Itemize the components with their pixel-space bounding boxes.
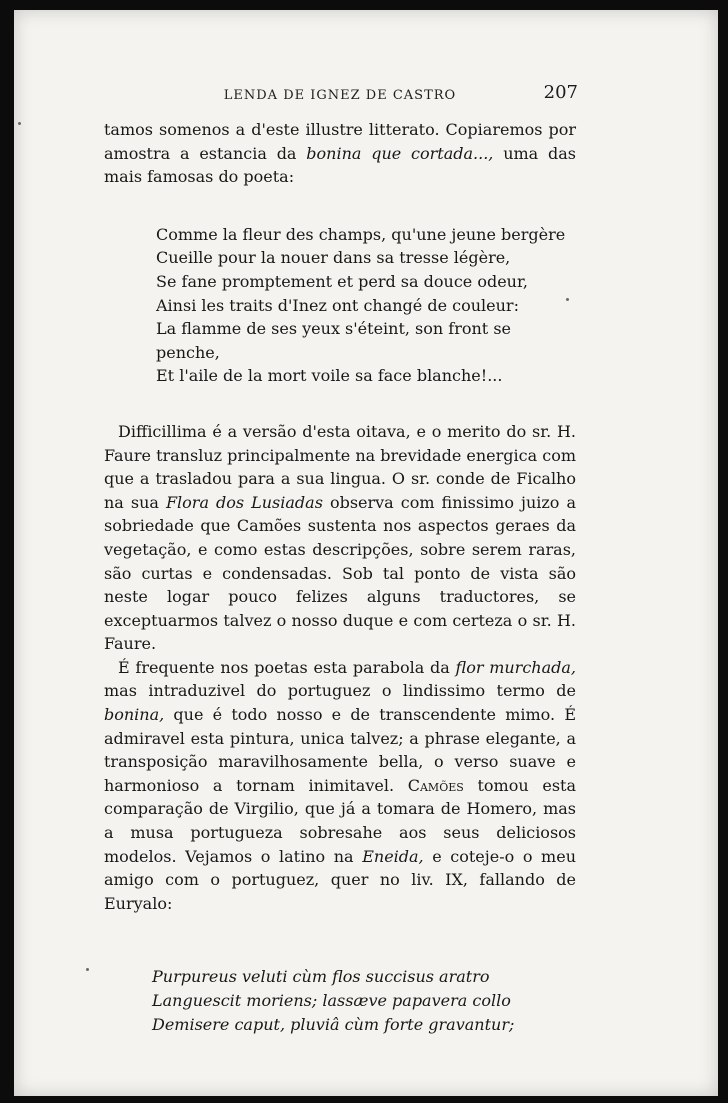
verse-line: Ainsi les traits d'Inez ont changé de couleur:	[156, 295, 519, 315]
emphasis: flor murchada,	[455, 657, 576, 677]
emphasis: bonina,	[104, 705, 165, 725]
ink-speck	[18, 122, 21, 125]
text-run: observa com finissimo juizo a sobriedade que Camões sustenta nos aspectos geraes da vegetação, e como estas descripções, sobre serem raras, são curtas e condensadas. Sob tal ponto de vista são neste logar pouco felizes alguns traductores, se exceptuarmos talvez o nosso duque e com certeza o sr. H. Faure.	[104, 492, 576, 654]
verse-line: Et l'aile de la mort voile sa face blanche!...	[156, 366, 503, 386]
verse-line: La flamme de ses yeux s'éteint, son front se penche,	[156, 319, 511, 362]
paragraph-comparison	[104, 656, 576, 916]
book-title: Eneida,	[362, 846, 424, 866]
text-run: tomou esta comparação de Virgilio, que já a tomara de Homero, mas a musa portugueza sobresahe aos seus deliciosos modelos. Vejamos o latino na	[104, 775, 577, 866]
verse-line: Cueille pour la nouer dans sa tresse légère,	[156, 248, 511, 268]
text-run: e coteje-o o meu amigo com o portuguez, quer no liv. IX, fallando de Euryalo:	[104, 846, 576, 913]
verse-line: Purpureus veluti cùm flos succisus aratro	[152, 967, 490, 987]
page-number: 207	[543, 82, 578, 103]
paragraph-translation	[104, 420, 576, 656]
ink-speck	[86, 968, 89, 971]
running-title: LENDA DE IGNEZ DE CASTRO	[223, 88, 457, 103]
verse-line: Demisere caput, pluviâ cùm forte gravantur;	[152, 1014, 515, 1034]
text-run: É frequente nos poetas esta parabola da	[118, 657, 456, 677]
text-run: Difficillima é a versão d'esta oitava, e o merito do sr. H. Faure transluz principalmente na brevidade energica com que a trasladou para a sua lingua. O sr. conde de Ficalho na sua	[104, 421, 576, 512]
verse-line: Se fane promptement et perd sa douce odeur,	[156, 271, 528, 291]
latin-verse	[152, 965, 576, 1036]
page-header	[104, 82, 578, 110]
author-name: Camões	[407, 775, 464, 795]
body-text	[104, 118, 576, 1036]
intro-text: tamos somenos a d'este illustre litterato. Copiaremos por amostra a estancia da	[104, 120, 576, 163]
text-run: mas intraduzivel do portuguez o lindissimo termo de	[104, 681, 576, 701]
intro-paragraph	[104, 118, 576, 189]
french-verse	[156, 223, 576, 388]
verse-line: Languescit moriens; lassæve papavera collo	[152, 991, 511, 1010]
text-run: que é todo nosso e de transcendente mimo. É admiravel esta pintura, unica talvez; a phrase elegante, a transposição maravilhosamente bella, o verso suave e harmonioso a tornam inimitavel.	[104, 705, 576, 795]
intro-emphasis: bonina que cortada...,	[306, 143, 494, 163]
intro-text-end: uma das mais famosas do poeta:	[104, 143, 577, 187]
verse-line: Comme la fleur des champs, qu'une jeune bergère	[156, 224, 566, 244]
book-title: Flora dos Lusiadas	[165, 492, 323, 512]
